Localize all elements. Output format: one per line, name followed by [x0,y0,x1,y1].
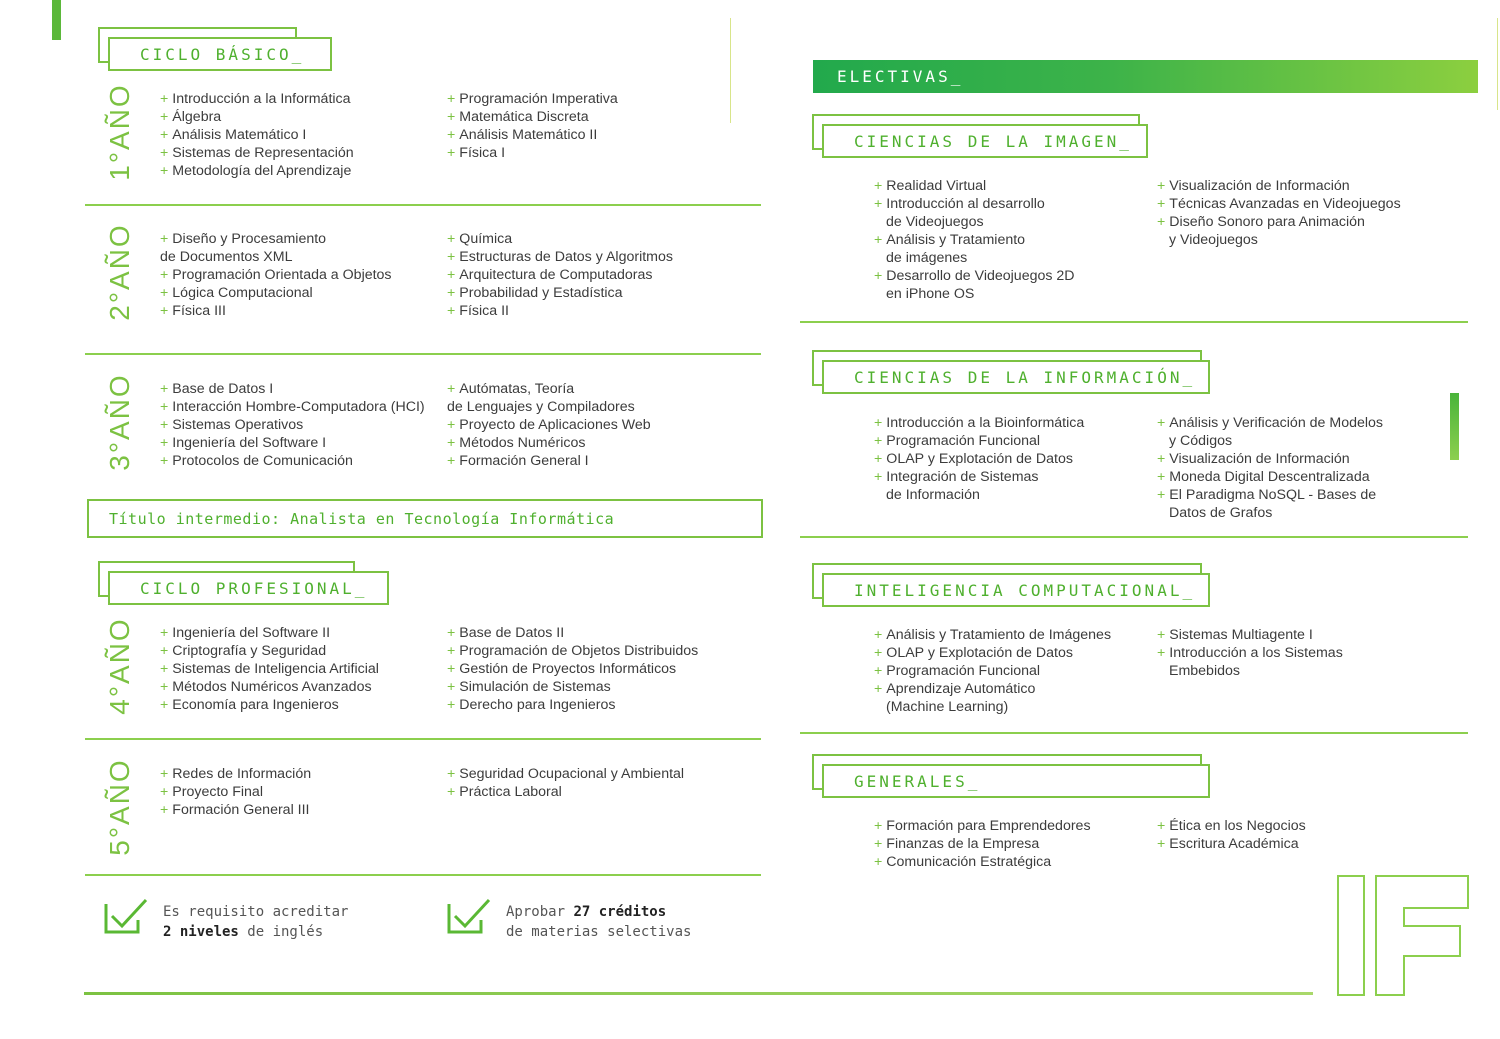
list-item [160,126,354,144]
plus-icon: + [1157,469,1166,485]
list-item [160,144,354,162]
plus-icon: + [447,417,456,433]
list-item [447,416,651,434]
subject-name: OLAP y Explotación de Datos [886,645,1073,661]
list-item [1157,195,1401,213]
plus-icon: + [160,231,169,247]
subject-name-cont: de Información [886,487,980,503]
list-item [447,434,651,452]
subject-name-cont: Datos de Grafos [1169,505,1273,521]
list-item [874,414,1084,432]
plus-icon: + [1157,178,1166,194]
year-divider [85,738,761,740]
plus-icon: + [447,109,456,125]
subject-name: Gestión de Proyectos Informáticos [459,661,677,677]
if-logo [1336,874,1472,998]
plus-icon: + [447,249,456,265]
list-item [874,817,1091,835]
subject-name: Proyecto Final [172,784,263,800]
list-item [1157,817,1306,835]
list-item [447,678,698,696]
list-item [447,624,698,642]
plus-icon: + [874,645,883,661]
subject-name: Integración de Sistemas [886,469,1039,485]
elective-section-header: CIENCIAS DE LA INFORMACIÓN_ [812,350,1210,396]
subject-name: Aprendizaje Automático [886,681,1036,697]
list-item [874,626,1111,644]
list-item [160,783,311,801]
subject-name: Programación Orientada a Objetos [172,267,392,283]
subject-name-cont: de Documentos XML [160,249,293,265]
list-item [160,624,379,642]
subject-name: Formación General I [459,453,589,469]
elective-4-col2-list [1157,817,1306,853]
plus-icon: + [1157,487,1166,503]
subject-name: Derecho para Ingenieros [459,697,616,713]
plus-icon: + [160,643,169,659]
plus-icon: + [1157,451,1166,467]
plus-icon: + [874,415,883,431]
subject-name: Física I [459,145,506,161]
plus-icon: + [160,766,169,782]
elective-1-col1-list [874,177,1075,303]
plus-icon: + [1157,836,1166,852]
subject-name: Programación Funcional [886,433,1041,449]
plus-icon: + [874,627,883,643]
subject-name: Técnicas Avanzadas en Videojuegos [1169,196,1401,212]
list-item [447,765,684,783]
subject-name: Álgebra [172,109,222,125]
plus-icon: + [160,661,169,677]
subject-name: Ingeniería del Software II [172,625,331,641]
elective-1-col2-list [1157,177,1401,249]
list-item [447,696,698,714]
plus-icon: + [447,381,456,397]
subject-name-cont: de imágenes [886,250,968,266]
list-item [447,108,618,126]
list-item [447,380,651,416]
year-2-col1-list [160,230,392,320]
subject-name: Moneda Digital Descentralizada [1169,469,1370,485]
ciclo-basico-header: CICLO BÁSICO_ [98,27,333,73]
plus-icon: + [160,399,169,415]
elective-2-col2-list [1157,414,1383,522]
subject-name: Análisis y Tratamiento de Imágenes [886,627,1112,643]
subject-name: Métodos Numéricos Avanzados [172,679,372,695]
list-item [160,678,379,696]
list-item [447,452,651,470]
subject-name: Base de Datos II [459,625,565,641]
plus-icon: + [160,802,169,818]
subject-name: Análisis y Verificación de Modelos [1169,415,1384,431]
plus-icon: + [160,163,169,179]
subject-name: Sistemas Multiagente I [1169,627,1313,643]
year-3-col1-list [160,380,425,470]
list-item [160,801,311,819]
list-item [160,90,354,108]
plus-icon: + [160,435,169,451]
plus-icon: + [874,178,883,194]
subject-name: Economía para Ingenieros [172,697,339,713]
list-item [447,266,673,284]
subject-name: Física II [459,303,509,319]
subject-name: Diseño Sonoro para Animación [1169,214,1365,230]
subject-name: Matemática Discreta [459,109,589,125]
electivas-title: ELECTIVAS_ [837,67,964,86]
subject-name: Práctica Laboral [459,784,562,800]
list-item [160,398,425,416]
list-item [447,660,698,678]
subject-name: Programación de Objetos Distribuidos [459,643,699,659]
year-1-col1-list [160,90,354,180]
year-label: 3°AÑO [104,373,135,471]
subject-name: Metodología del Aprendizaje [172,163,352,179]
subject-name: Base de Datos I [172,381,274,397]
list-item [874,177,1075,195]
plus-icon: + [447,127,456,143]
list-item [160,434,425,452]
subject-name: Visualización de Información [1169,178,1350,194]
list-item [1157,177,1401,195]
plus-icon: + [160,285,169,301]
subject-name: Introducción a la Informática [172,91,351,107]
subject-name: Química [459,231,513,247]
plus-icon: + [160,127,169,143]
subject-name: Finanzas de la Empresa [886,836,1040,852]
plus-icon: + [874,681,883,697]
subject-name: Autómatas, Teoría [459,381,575,397]
list-item [874,853,1091,871]
list-item [160,230,392,266]
list-item [160,416,425,434]
list-item [160,266,392,284]
plus-icon: + [447,145,456,161]
elective-3-col1-list [874,626,1111,716]
list-item [1157,644,1343,680]
subject-name: Arquitectura de Computadoras [459,267,653,283]
subject-name-cont: de Videojuegos [886,214,984,230]
subject-name: Formación General III [172,802,310,818]
list-item [160,660,379,678]
subject-name: Desarrollo de Videojuegos 2D [886,268,1075,284]
list-item [160,642,379,660]
list-item [874,644,1111,662]
plus-icon: + [160,784,169,800]
plus-icon: + [874,854,883,870]
year-4-col1-list [160,624,379,714]
subject-name: Escritura Académica [1169,836,1299,852]
plus-icon: + [160,91,169,107]
plus-icon: + [447,435,456,451]
plus-icon: + [160,453,169,469]
year-2-col2-list [447,230,673,320]
elective-3-col2-list [1157,626,1343,680]
list-item [1157,450,1383,468]
year-5-col1-list [160,765,311,819]
plus-icon: + [1157,196,1166,212]
subject-name: Introducción a la Bioinformática [886,415,1085,431]
plus-icon: + [447,453,456,469]
section-divider [800,321,1468,323]
year-1-col2-list [447,90,618,162]
subject-name: Ingeniería del Software I [172,435,327,451]
subject-name-cont: y Videojuegos [1169,232,1258,248]
subject-name-cont: Embebidos [1169,663,1240,679]
year-4-col2-list [447,624,698,714]
subject-name: Introducción a los Sistemas [1169,645,1343,661]
plus-icon: + [447,661,456,677]
elective-section-header: INTELIGENCIA COMPUTACIONAL_ [812,563,1210,609]
subject-name: Seguridad Ocupacional y Ambiental [459,766,685,782]
plus-icon: + [874,663,883,679]
plus-icon: + [874,469,883,485]
plus-icon: + [447,91,456,107]
electivas-banner [813,60,1478,93]
list-item [1157,626,1343,644]
subject-name: Lógica Computacional [172,285,313,301]
plus-icon: + [447,697,456,713]
list-item [447,302,673,320]
list-item [874,195,1075,231]
plus-icon: + [160,267,169,283]
list-item [160,452,425,470]
subject-name-cont: en iPhone OS [886,286,975,302]
plus-icon: + [1157,214,1166,230]
list-item [874,662,1111,680]
right-accent-bar [1450,393,1459,460]
subject-name: Introducción al desarrollo [886,196,1045,212]
subject-name: Métodos Numéricos [459,435,586,451]
plus-icon: + [1157,645,1166,661]
subject-name: Física III [172,303,226,319]
list-item [160,284,392,302]
plus-icon: + [874,196,883,212]
subject-name-cont: (Machine Learning) [886,699,1009,715]
plus-icon: + [160,109,169,125]
plus-icon: + [160,697,169,713]
subject-name: Interacción Hombre-Computadora (HCI) [172,399,425,415]
subject-name: Ética en los Negocios [1169,818,1306,834]
plus-icon: + [874,836,883,852]
plus-icon: + [1157,415,1166,431]
list-item [160,302,392,320]
year-label: 2°AÑO [104,223,135,321]
requirement-creditos: Aprobar 27 créditos de materias selectivas [506,904,692,940]
plus-icon: + [1157,818,1166,834]
year-divider [85,874,761,876]
list-item [160,162,354,180]
list-item [160,765,311,783]
subject-name: Análisis Matemático I [172,127,307,143]
year-5-col2-list [447,765,684,801]
list-item [447,230,673,248]
plus-icon: + [447,766,456,782]
year-label: 5°AÑO [104,758,135,856]
year-label: 1°AÑO [104,83,135,181]
subject-name: Análisis y Tratamiento [886,232,1026,248]
subject-name: Proyecto de Aplicaciones Web [459,417,651,433]
subject-name: Criptografía y Seguridad [172,643,327,659]
list-item [1157,486,1383,522]
check-icon [104,898,148,934]
list-item [160,696,379,714]
plus-icon: + [160,417,169,433]
plus-icon: + [160,303,169,319]
requirement-english: Es requisito acreditar 2 niveles de inglés [163,904,349,940]
plus-icon: + [160,145,169,161]
list-item [874,680,1111,716]
list-item [874,835,1091,853]
list-item [447,126,618,144]
list-item [447,642,698,660]
elective-section-header: GENERALES_ [812,754,1210,800]
list-item [1157,835,1306,853]
subject-name: Simulación de Sistemas [459,679,611,695]
subject-name: Redes de Información [172,766,312,782]
list-item [447,144,618,162]
list-item [447,284,673,302]
subject-name: Programación Imperativa [459,91,618,107]
year-3-col2-list [447,380,651,470]
list-item [160,108,354,126]
year-label: 4°AÑO [104,617,135,715]
subject-name: El Paradigma NoSQL - Bases de [1169,487,1377,503]
right-edge-line [1497,18,1498,110]
list-item [1157,468,1383,486]
subject-name: Comunicación Estratégica [886,854,1052,870]
plus-icon: + [874,433,883,449]
elective-2-col1-list [874,414,1084,504]
bottom-rule [84,992,1313,995]
list-item [447,248,673,266]
list-item [1157,414,1383,450]
plus-icon: + [874,268,883,284]
list-item [874,468,1084,504]
subject-name-cont: y Códigos [1169,433,1233,449]
plus-icon: + [447,231,456,247]
top-divider-line [730,18,731,123]
subject-name: Protocolos de Comunicación [172,453,353,469]
subject-name: Realidad Virtual [886,178,987,194]
ciclo-profesional-header: CICLO PROFESIONAL_ [98,561,390,607]
plus-icon: + [447,303,456,319]
year-divider [85,353,761,355]
plus-icon: + [160,679,169,695]
list-item [160,380,425,398]
list-item [874,231,1075,267]
check-icon [447,898,491,934]
subject-name: Programación Funcional [886,663,1041,679]
list-item [447,90,618,108]
plus-icon: + [447,784,456,800]
plus-icon: + [160,381,169,397]
subject-name: Probabilidad y Estadística [459,285,623,301]
year-divider [85,204,761,206]
subject-name: Sistemas de Inteligencia Artificial [172,661,379,677]
elective-section-header: CIENCIAS DE LA IMAGEN_ [812,114,1148,160]
subject-name: Sistemas de Representación [172,145,354,161]
plus-icon: + [447,625,456,641]
plus-icon: + [160,625,169,641]
list-item [874,432,1084,450]
plus-icon: + [447,285,456,301]
list-item [874,450,1084,468]
elective-4-col1-list [874,817,1091,871]
subject-name: Diseño y Procesamiento [172,231,327,247]
plus-icon: + [447,643,456,659]
plus-icon: + [1157,627,1166,643]
subject-name: OLAP y Explotación de Datos [886,451,1073,467]
section-divider [800,732,1468,734]
subject-name-cont: de Lenguajes y Compiladores [447,399,635,415]
plus-icon: + [447,267,456,283]
list-item [447,783,684,801]
plus-icon: + [447,679,456,695]
section-divider [800,536,1468,538]
subject-name: Sistemas Operativos [172,417,304,433]
titulo-intermedio-text: Título intermedio: Analista en Tecnología Informática [109,509,615,528]
corner-accent-bar [52,0,61,40]
list-item [874,267,1075,303]
subject-name: Estructuras de Datos y Algoritmos [459,249,673,265]
list-item [1157,213,1401,249]
titulo-intermedio-box [87,499,763,538]
subject-name: Análisis Matemático II [459,127,598,143]
subject-name: Visualización de Información [1169,451,1350,467]
plus-icon: + [874,232,883,248]
plus-icon: + [874,818,883,834]
subject-name: Formación para Emprendedores [886,818,1091,834]
plus-icon: + [874,451,883,467]
